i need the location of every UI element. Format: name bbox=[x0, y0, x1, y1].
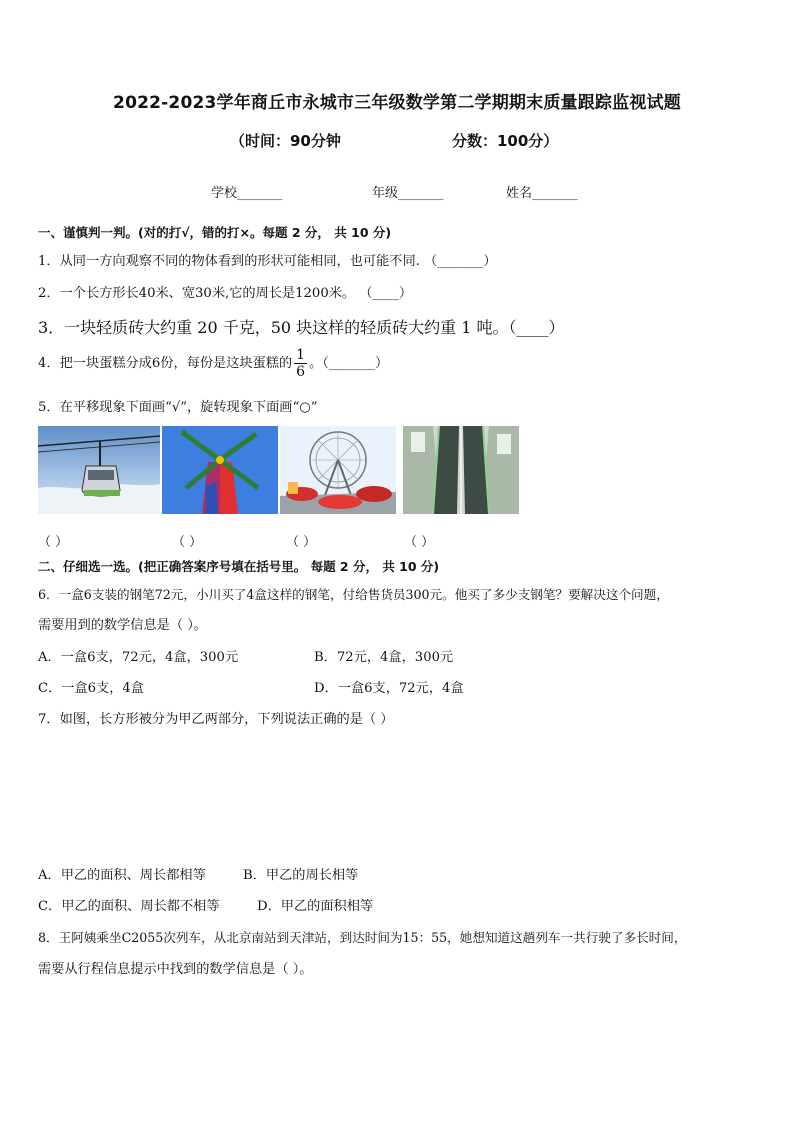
grade-field: 年级_______ bbox=[372, 186, 444, 201]
windmill-image bbox=[162, 426, 278, 514]
option-6c: C．一盒6支，4盒 bbox=[38, 681, 144, 696]
cable-car-image bbox=[38, 426, 160, 514]
name-field: 姓名_______ bbox=[506, 186, 578, 201]
question-3: 3．一块轻质砖大约重 20 千克，50 块这样的轻质砖大约重 1 吨。（____） bbox=[38, 318, 565, 337]
exam-time: （时间：90分钟 bbox=[230, 132, 341, 150]
option-7d: D．甲乙的面积相等 bbox=[257, 899, 374, 914]
option-7c: C．甲乙的面积、周长都不相等 bbox=[38, 899, 220, 914]
question-4-text: 4．把一块蛋糕分成6份，每份是这块蛋糕的 bbox=[38, 356, 293, 371]
question-7: 7．如图，长方形被分为甲乙两部分，下列说法正确的是（ ） bbox=[38, 712, 394, 727]
question-1: 1．从同一方向观察不同的物体看到的形状可能相同，也可能不同. （_______） bbox=[38, 254, 497, 269]
question-6-line-2: 需要用到的数学信息是（ ）。 bbox=[38, 618, 208, 633]
fraction-one-sixth: $\frac{1}{6}$ bbox=[296, 347, 306, 380]
q5-answer-1: （ ） bbox=[38, 535, 69, 550]
option-6a: A．一盒6支，72元，4盒，300元 bbox=[38, 650, 239, 665]
q5-answer-2: （ ） bbox=[172, 535, 203, 550]
question-8-line-1: 8．王阿姨乘坐C2055次列车，从北京南站到天津站，到达时间为15：55，她想知道这趟列车一共行驶了多长时间， bbox=[38, 930, 687, 945]
section2-heading: 二、仔细选一选。(把正确答案序号填在括号里。 每题 2 分， 共 10 分) bbox=[38, 559, 440, 574]
question-2: 2．一个长方形长40米、宽30米,它的周长是1200米。 （____） bbox=[38, 286, 413, 301]
question-5: 5．在平移现象下面画“√”，旋转现象下面画“○” bbox=[38, 400, 318, 415]
q5-answer-4: （ ） bbox=[404, 535, 435, 550]
ferris-wheel-image bbox=[280, 426, 396, 514]
exam-title: 2022-2023学年商丘市永城市三年级数学第二学期期末质量跟踪监视试题 bbox=[113, 93, 681, 113]
option-7b: B．甲乙的周长相等 bbox=[243, 868, 359, 883]
school-field: 学校_______ bbox=[211, 186, 283, 201]
option-6d: D．一盒6支，72元，4盒 bbox=[314, 681, 464, 696]
question-4-answer: 。（_______） bbox=[309, 356, 389, 371]
option-7a: A．甲乙的面积、周长都相等 bbox=[38, 868, 206, 883]
exam-score: 分数：100分） bbox=[452, 132, 559, 150]
section1-heading: 一、谨慎判一判。(对的打√，错的打×。每题 2 分， 共 10 分) bbox=[38, 225, 392, 240]
question-8-line-2: 需要从行程信息提示中找到的数学信息是（ ）。 bbox=[38, 962, 313, 977]
question-4 bbox=[38, 348, 388, 379]
q5-answer-3: （ ） bbox=[286, 535, 317, 550]
option-6b: B．72元，4盒，300元 bbox=[314, 650, 454, 665]
question-6-line-1: 6．一盒6支装的钢笔72元，小川买了4盒这样的钢笔，付给售货员300元。他买了多少支钢笔？要解决这个问题， bbox=[38, 587, 669, 602]
escalator-image bbox=[403, 426, 519, 514]
